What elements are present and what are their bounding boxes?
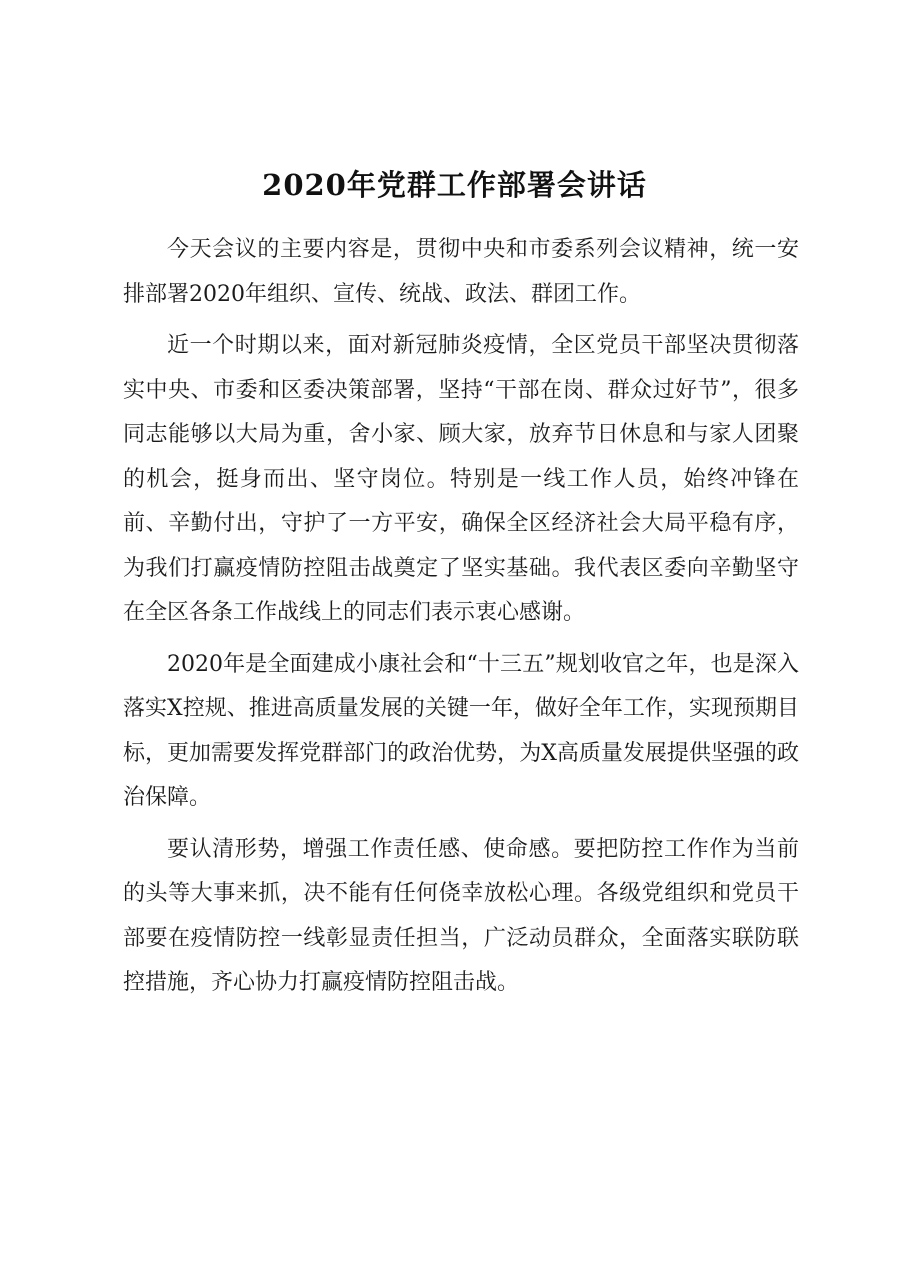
paragraph-1: 今天会议的主要内容是，贯彻中央和市委系列会议精神，统一安排部署2020年组织、宣传、统战、政法、群团工作。 bbox=[123, 237, 799, 307]
paragraph-4: 要认清形势，增强工作责任感、使命感。要把防控工作作为当前的头等大事来抓，决不能有任何侥幸放松心理。各级党组织和党员干部要在疫情防控一线彰显责任担当，广泛动员群众，全面落实联防联控措施，齐心协力打赢疫情防控阻击战。 bbox=[123, 836, 799, 995]
paragraph-2: 近一个时期以来，面对新冠肺炎疫情，全区党员干部坚决贯彻落实中央、市委和区委决策部署，坚持“干部在岗、群众过好节”，很多同志能够以大局为重，舍小家、顾大家，放弃节日休息和与家人团聚的机会，挺身而出、坚守岗位。特别是一线工作人员，始终冲锋在前、辛勤付出，守护了一方平安，确保全区经济社会大局平稳有序，为我们打赢疫情防控阻击战奠定了坚实基础。我代表区委向辛勤坚守在全区各条工作战线上的同志们表示衷心感谢。 bbox=[123, 333, 799, 625]
document-title: 2020年党群工作部署会讲话 bbox=[262, 168, 647, 202]
document-body bbox=[123, 228, 799, 1013]
paragraph-3: 2020年是全面建成小康社会和“十三五”规划收官之年，也是深入落实X控规、推进高质量发展的关键一年，做好全年工作，实现预期目标，更加需要发挥党群部门的政治优势，为X高质量发展提供坚强的政治保障。 bbox=[123, 651, 799, 810]
